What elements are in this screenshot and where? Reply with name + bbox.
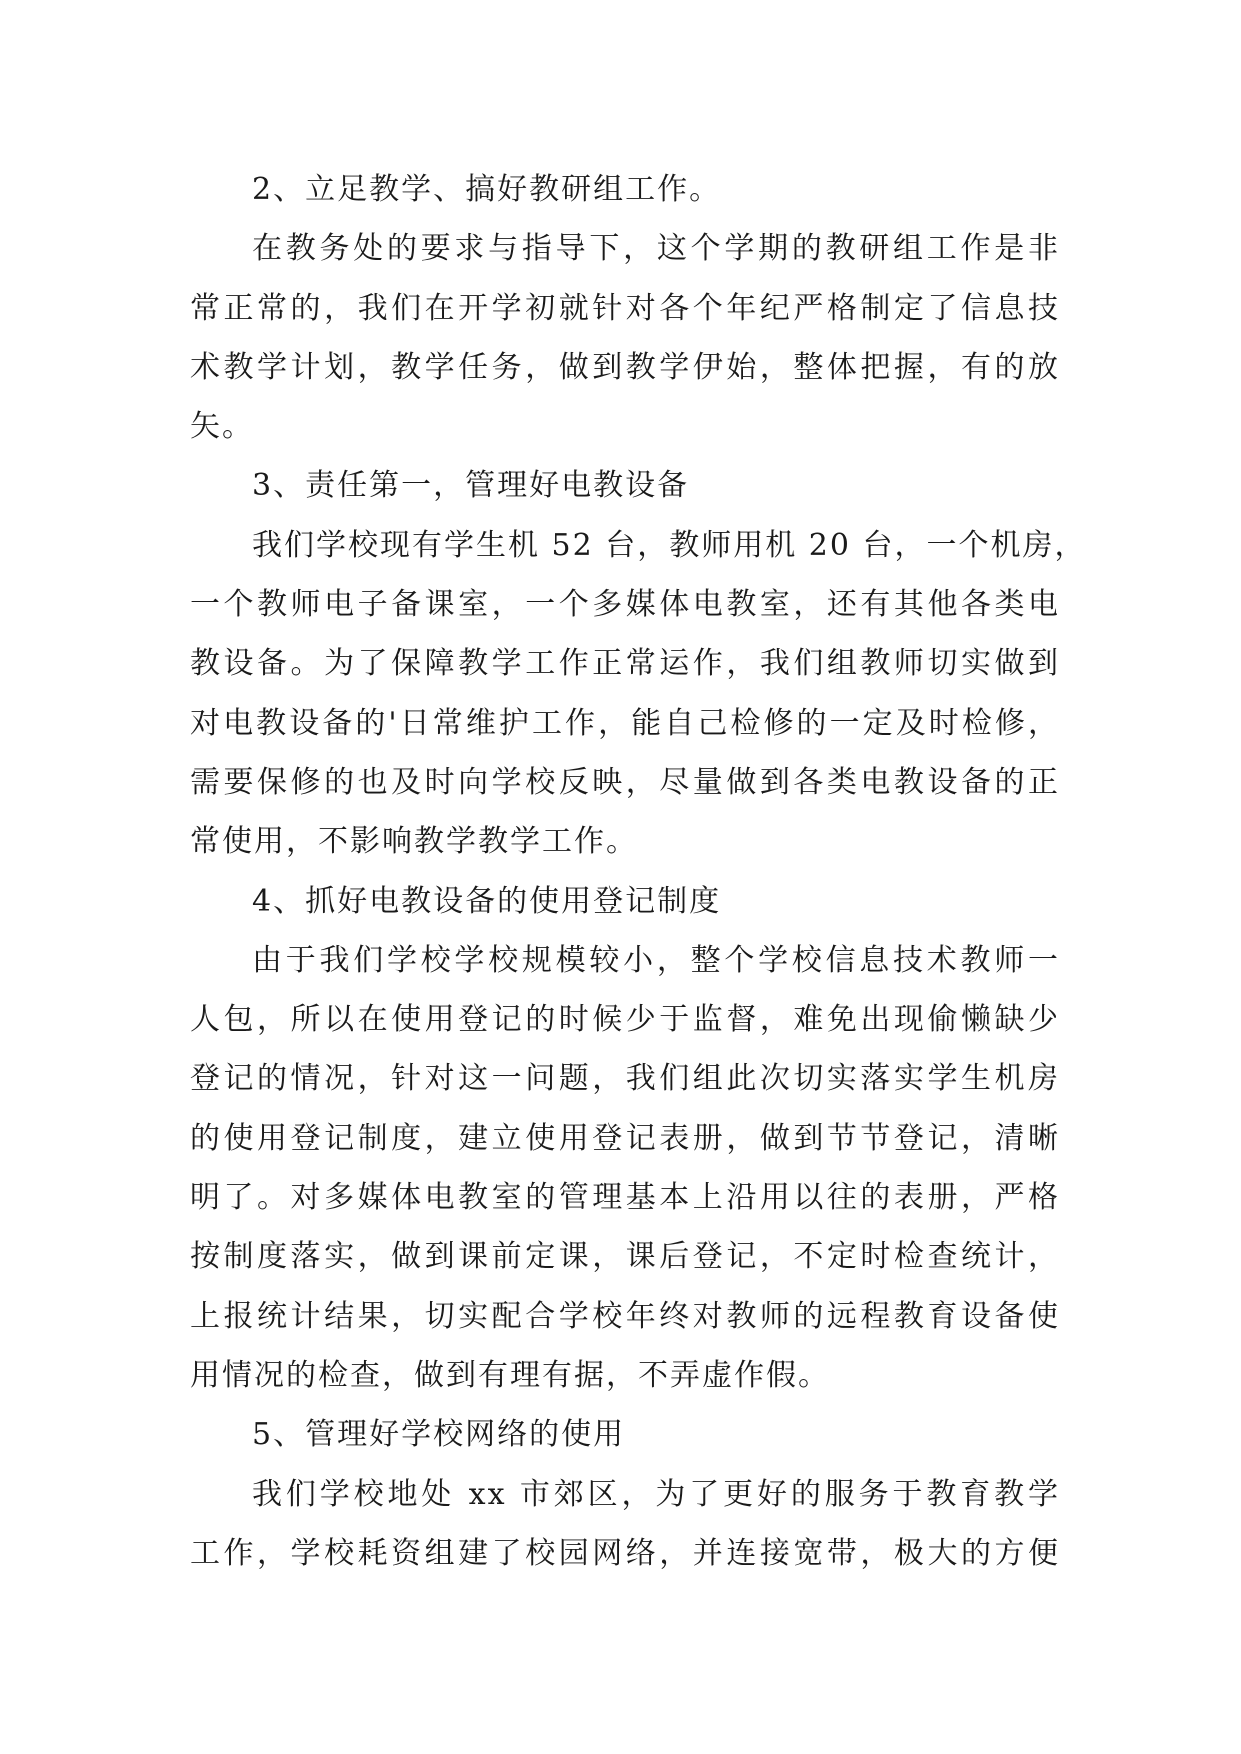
- paragraph-line-first: 我们学校现有学生机 52 台，教师用机 20 台，一个机房，: [252, 527, 1087, 563]
- document-body: [190, 160, 1087, 1583]
- paragraph-line-first: 2、立足教学、搞好教研组工作。: [252, 172, 722, 207]
- paragraph-line: 上报统计结果，切实配合学校年终对教师的远程教育设备使: [190, 1298, 1060, 1334]
- paragraph-line: 明了。对多媒体电教室的管理基本上沿用以往的表册，严格: [190, 1180, 1060, 1216]
- paragraph-line-first: 由于我们学校学校规模较小，整个学校信息技术教师一: [252, 942, 1060, 978]
- paragraph-line: 的使用登记制度，建立使用登记表册，做到节节登记，清晰: [190, 1120, 1060, 1156]
- paragraph-line: 一个教师电子备课室，一个多媒体电教室，还有其他各类电: [190, 587, 1060, 623]
- paragraph-line: 术教学计划，教学任务，做到教学伊始，整体把握，有的放: [190, 349, 1060, 385]
- paragraph-line: 工作，学校耗资组建了校园网络，并连接宽带，极大的方便: [190, 1535, 1060, 1571]
- paragraph-line: 常使用，不影响教学教学工作。: [190, 824, 638, 860]
- paragraph-line-first: 我们学校地处 xx 市郊区，为了更好的服务于教育教学: [252, 1476, 1060, 1512]
- paragraph-line-first: 5、管理好学校网络的使用: [252, 1417, 626, 1453]
- paragraph-line-first: 3、责任第一，管理好电教设备: [252, 468, 690, 504]
- paragraph-line: 对电教设备的'日常维护工作，能自己检修的一定及时检修，: [190, 705, 1060, 741]
- paragraph-line: 需要保修的也及时向学校反映，尽量做到各类电教设备的正: [190, 764, 1060, 800]
- paragraph-line: 用情况的检查，做到有理有据，不弄虚作假。: [190, 1357, 830, 1393]
- paragraph-line: 登记的情况，针对这一问题，我们组此次切实落实学生机房: [190, 1061, 1060, 1097]
- paragraph-line: 常正常的，我们在开学初就针对各个年纪严格制定了信息技: [190, 290, 1060, 326]
- paragraph-line: 按制度落实，做到课前定课，课后登记，不定时检查统计，: [190, 1239, 1060, 1275]
- paragraph-line: 矢。: [190, 409, 254, 445]
- paragraph-line-first: 4、抓好电教设备的使用登记制度: [252, 883, 722, 919]
- paragraph-line: 人包，所以在使用登记的时候少于监督，难免出现偷懒缺少: [190, 1002, 1060, 1038]
- paragraph-line-first: 在教务处的要求与指导下，这个学期的教研组工作是非: [252, 231, 1060, 267]
- paragraph-line: 教设备。为了保障教学工作正常运作，我们组教师切实做到: [190, 646, 1060, 682]
